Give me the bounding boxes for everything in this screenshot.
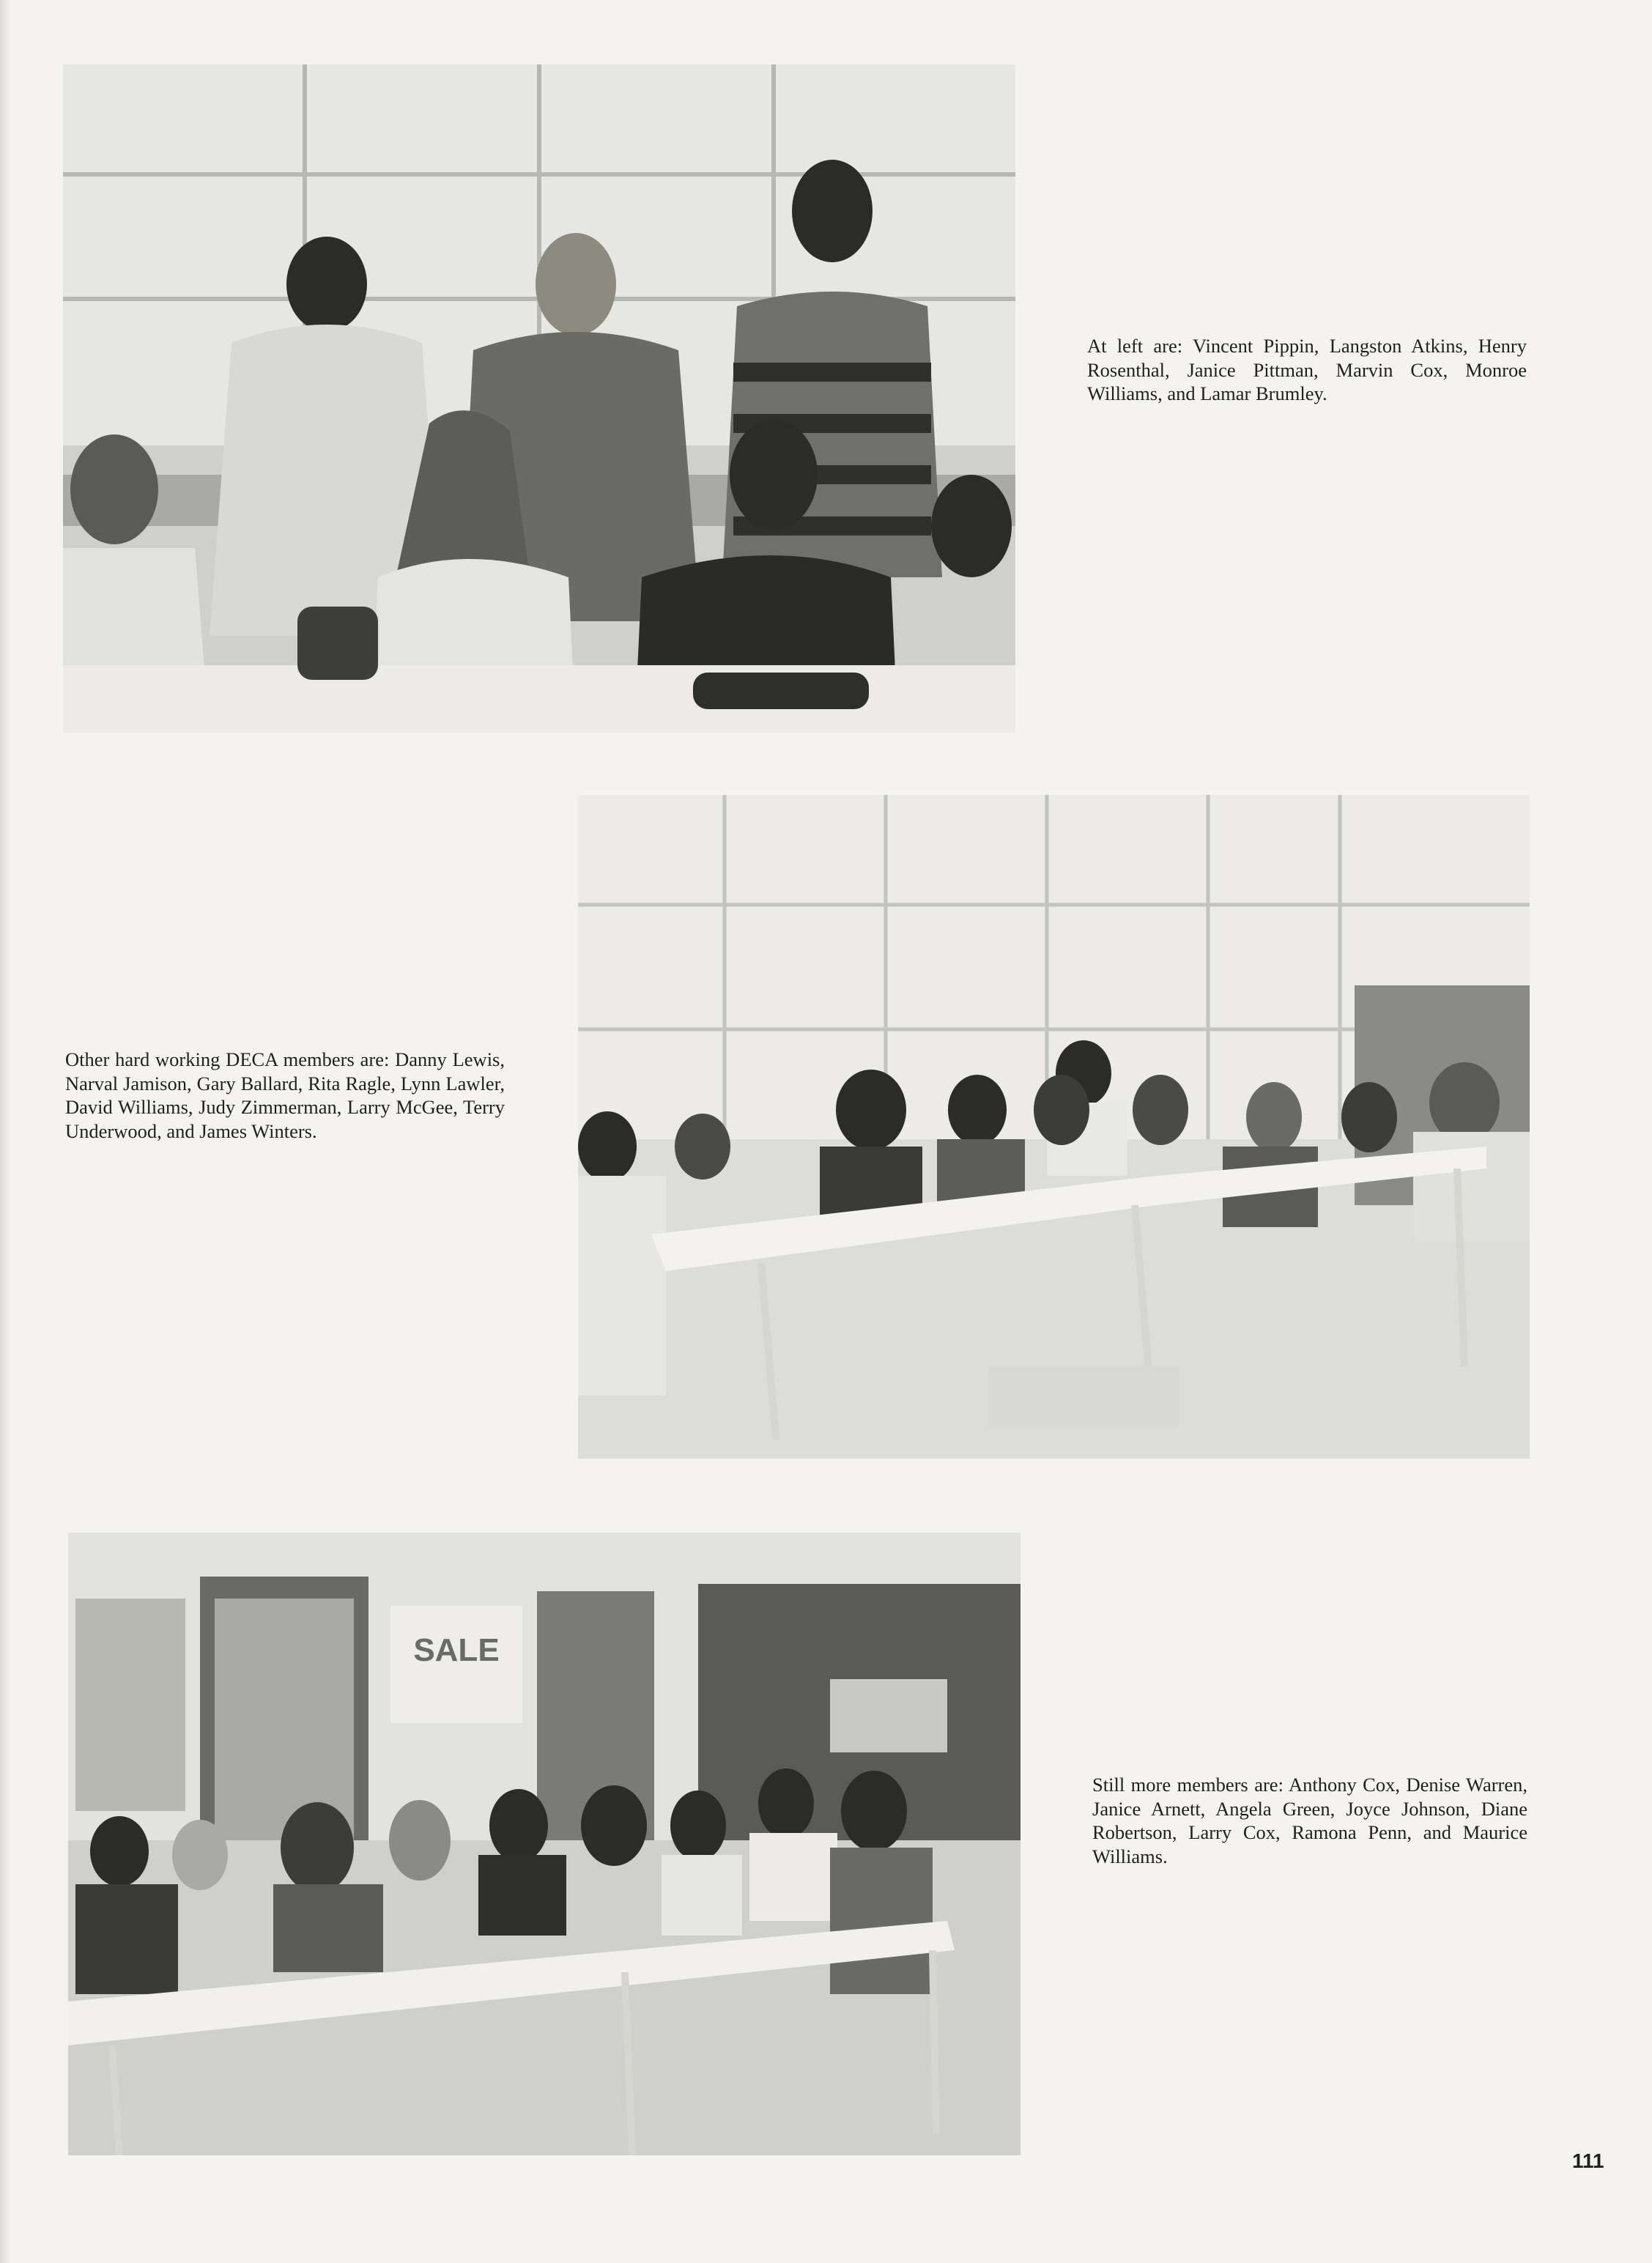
sale-display-photo: [68, 1533, 1021, 2155]
classroom-tables-photo: [578, 795, 1530, 1459]
page-number: 111: [1572, 2149, 1604, 2172]
classroom-tables-photo-image: [578, 795, 1530, 1459]
caption-third-photo: Still more members are: Anthony Cox, Denise Warren, Janice Arnett, Angela Green, Joyce Johnson, Diane Robertson, Larry Cox, Ramona Penn, and Maurice Williams.: [1092, 1774, 1527, 1867]
sale-sign-text: SALE: [413, 1632, 500, 1668]
group-photo-window: [63, 64, 1015, 733]
caption-second-photo: Other hard working DECA members are: Danny Lewis, Narval Jamison, Gary Ballard, Rita Ragle, Lynn Lawler, David Williams, Judy Zimmerman, Larry McGee, Terry Underwood, and James Winters.: [65, 1048, 505, 1142]
page-binding-edge: [0, 0, 10, 2263]
sale-display-photo-image: [68, 1533, 1021, 2155]
group-photo-window-image: [63, 64, 1015, 733]
caption-first-photo: At left are: Vincent Pippin, Langston Atkins, Henry Rosenthal, Janice Pittman, Marvin Cox, Monroe Williams, and Lamar Brumley.: [1087, 335, 1527, 404]
